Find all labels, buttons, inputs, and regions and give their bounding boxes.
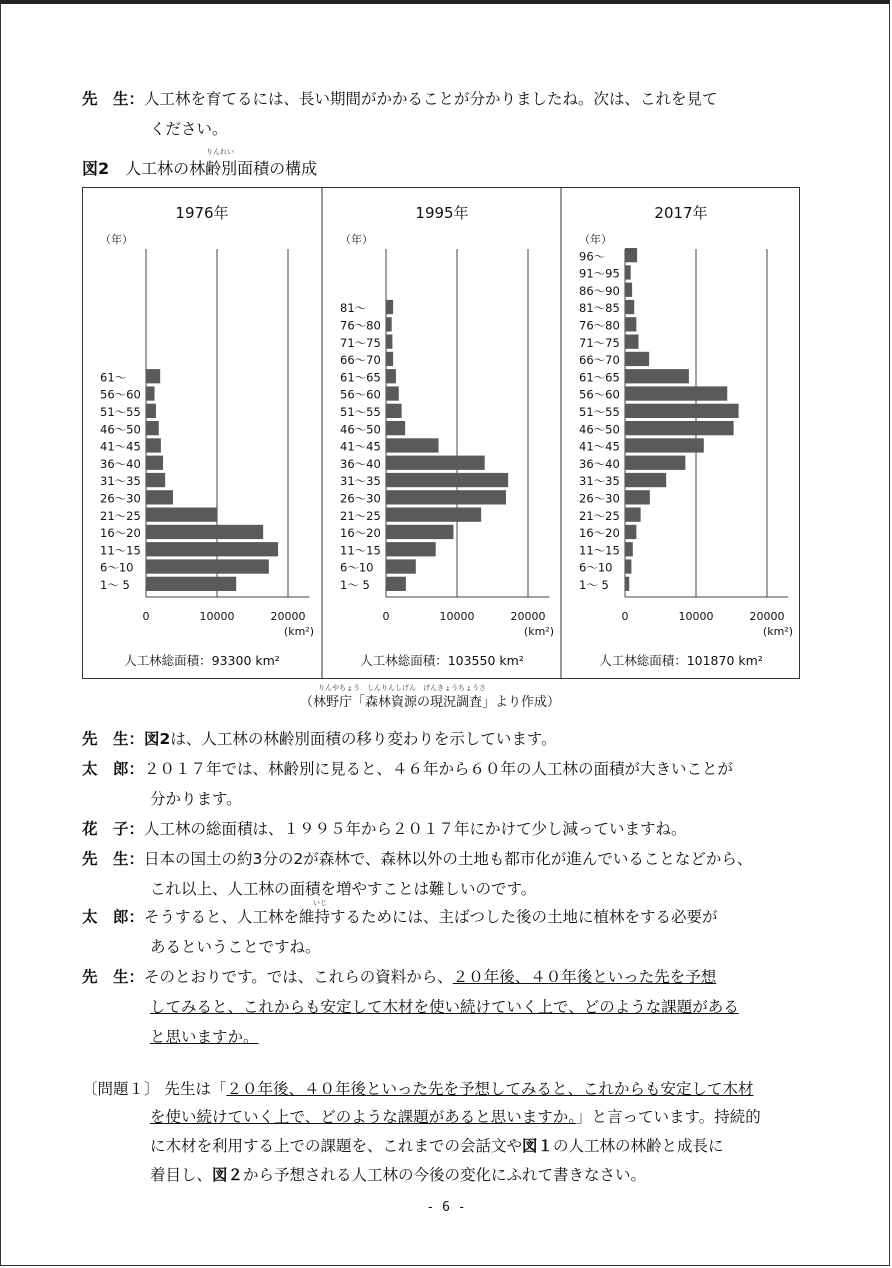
fig-ref: 図１ (522, 1137, 554, 1155)
x-tick-label: 20000 (270, 610, 306, 623)
underlined-question-3: と思いますか。 (150, 1028, 259, 1046)
question-text: に木材を利用する上での課題を、これまでの会話文や (150, 1137, 523, 1155)
bar (386, 438, 439, 452)
bar (386, 386, 399, 400)
category-label: 1～ 5 (340, 578, 370, 592)
category-label: 66～70 (340, 353, 381, 368)
bar (386, 577, 406, 591)
intro-line-2: ください。 (150, 120, 228, 138)
bar (625, 317, 636, 331)
category-label: 71～75 (579, 335, 620, 350)
bar (146, 490, 173, 504)
bar (146, 577, 236, 591)
speaker-label: 太 郎： (82, 760, 145, 778)
bar (386, 490, 506, 504)
category-label: 16～20 (340, 526, 381, 541)
x-tick-label: 10000 (678, 610, 714, 623)
dialogue-4-cont: これ以上、人工林の面積を増やすことは難しいのです。 (150, 880, 537, 898)
category-label: 41～45 (579, 439, 620, 454)
bar (625, 508, 641, 522)
bar (625, 473, 666, 487)
chart-title: 1995年 (415, 204, 469, 222)
speaker-label: 先 生： (82, 90, 145, 108)
category-label: 6～10 (340, 560, 374, 575)
category-label: 36～40 (579, 456, 620, 471)
bar (625, 352, 649, 366)
category-label: 56～60 (100, 387, 141, 402)
category-label: 76～80 (340, 318, 381, 333)
category-label: 61～65 (340, 370, 381, 385)
chart-title: 2017年 (654, 204, 708, 222)
dialogue-text: ２０１７年では、林齢別に見ると、４６年から６０年の人工林の面積が大きいことが (144, 760, 734, 778)
bar (625, 559, 631, 573)
question-text: の人工林の林齢と成長に (553, 1137, 724, 1155)
question-text: 着目し、 (150, 1166, 213, 1184)
category-label: 66～70 (579, 353, 620, 368)
figure-source: （林野庁「森林資源の現況調査」より作成） (300, 695, 561, 710)
dialogue-text: そうすると、人工林を維持するためには、主ばつした後の土地に植林をする必要が (144, 908, 718, 926)
bar (146, 559, 269, 573)
y-axis-label: （年） (340, 233, 373, 246)
x-unit-label: (km²) (762, 625, 793, 638)
category-label: 11～15 (100, 543, 141, 558)
category-label: 91～95 (579, 266, 620, 281)
bar (625, 577, 629, 591)
bar (146, 456, 163, 470)
bar (625, 335, 638, 349)
category-label: 41～45 (340, 439, 381, 454)
age-area-charts (82, 187, 800, 679)
speaker-label: 先 生： (82, 968, 145, 986)
category-label: 86～90 (579, 283, 620, 298)
category-label: 41～45 (100, 439, 141, 454)
x-tick-label: 20000 (510, 610, 546, 623)
bar (386, 404, 402, 418)
bar (386, 421, 405, 435)
category-label: 46～50 (100, 422, 141, 437)
bar (386, 300, 393, 314)
dialogue-text: 人工林の総面積は、１９９５年から２０１７年にかけて少し減っていますね。 (144, 820, 687, 838)
bar (386, 335, 392, 349)
bar (146, 508, 217, 522)
category-label: 6～10 (100, 560, 134, 575)
question-line-1 (82, 1079, 753, 1099)
chart-title: 1976年 (175, 204, 229, 222)
dialogue-text: 日本の国土の約3分の2が森林で、森林以外の土地も都市化が進んでいることなどから、 (144, 850, 753, 868)
dialogue-4 (82, 849, 752, 869)
bar (625, 283, 632, 297)
dialogue-3 (82, 819, 687, 839)
x-tick-label: 10000 (199, 610, 235, 623)
fig-ref: 図２ (212, 1166, 244, 1184)
category-label: 61～65 (579, 370, 620, 385)
y-axis-label: （年） (100, 233, 133, 246)
bar (625, 248, 637, 262)
bar (386, 559, 416, 573)
fig-ref: 図2 (144, 730, 171, 748)
underlined-question-2: してみると、これからも安定して木材を使い続けていく上で、どのような課題がある (150, 998, 739, 1016)
bar (625, 456, 685, 470)
bar (625, 438, 704, 452)
y-axis-label: （年） (579, 233, 612, 246)
figure-title-post: 別面積の構成 (221, 159, 318, 178)
category-label: 26～30 (340, 491, 381, 506)
category-label: 31～35 (579, 474, 620, 489)
speaker-label: 花 子： (82, 820, 145, 838)
category-label: 1～ 5 (579, 578, 609, 592)
dialogue-2 (82, 759, 733, 779)
page-number: - 6 - (426, 1200, 466, 1215)
figure-title-pre: 人工林の (125, 159, 190, 178)
total-area: 人工林総面積：93300 km² (124, 653, 280, 668)
dialogue-5-cont: あるということですね。 (150, 938, 321, 956)
bar (386, 317, 392, 331)
bar (625, 300, 634, 314)
category-label: 51～55 (100, 405, 141, 419)
category-label: 11～15 (340, 543, 381, 558)
bar (146, 369, 160, 383)
figure-title-kanji: 林齢 (189, 159, 222, 178)
category-label: 51～55 (340, 405, 381, 419)
category-label: 96～ (579, 249, 606, 264)
x-tick-label: 20000 (749, 610, 785, 623)
bar (146, 525, 263, 539)
x-unit-label: (km²) (523, 625, 554, 638)
category-label: 31～35 (340, 474, 381, 489)
x-tick-label: 10000 (439, 610, 475, 623)
category-label: 26～30 (579, 491, 620, 506)
category-label: 21～25 (579, 508, 620, 523)
category-label: 71～75 (340, 335, 381, 350)
bar (146, 473, 165, 487)
dialogue-6 (82, 967, 716, 987)
intro-line-1 (82, 89, 718, 109)
category-label: 56～60 (579, 387, 620, 402)
bar (386, 352, 393, 366)
x-tick-label: 0 (621, 610, 629, 623)
bar (625, 525, 636, 539)
x-unit-label: (km²) (283, 625, 314, 638)
bar (146, 404, 156, 418)
category-label: 51～55 (579, 405, 620, 419)
bar (386, 542, 436, 556)
dialogue-2-cont: 分かります。 (150, 790, 242, 808)
category-label: 76～80 (579, 318, 620, 333)
category-label: 36～40 (100, 456, 141, 471)
bar (386, 508, 481, 522)
bar (146, 386, 155, 400)
bar (625, 369, 689, 383)
category-label: 46～50 (579, 422, 620, 437)
category-label: 56～60 (340, 387, 381, 402)
dialogue-5 (82, 907, 718, 927)
bar (625, 265, 631, 279)
question-line-4 (150, 1165, 646, 1185)
source-ruby: りんやちょう しんりんしげん げんきょうちょうさ (318, 684, 486, 692)
bar (146, 421, 159, 435)
x-tick-label: 0 (142, 610, 150, 623)
underlined-question: ２０年後、４０年後といった先を予想 (452, 968, 717, 986)
figure-title (82, 156, 317, 179)
category-label: 16～20 (100, 526, 141, 541)
intro-text-1: 人工林を育てるには、長い期間がかかることが分かりましたね。次は、これを見て (144, 90, 718, 108)
speaker-label: 先 生： (82, 850, 145, 868)
speaker-label: 太 郎： (82, 908, 145, 926)
category-label: 21～25 (100, 508, 141, 523)
category-label: 26～30 (100, 491, 141, 506)
question-line-3 (150, 1136, 724, 1156)
bar (386, 473, 508, 487)
category-label: 6～10 (579, 560, 613, 575)
question-label: 〔問題１〕 (82, 1080, 160, 1098)
speaker-label: 先 生： (82, 730, 145, 748)
category-label: 1～ 5 (100, 578, 130, 592)
bar (625, 421, 734, 435)
total-area: 人工林総面積：101870 km² (599, 653, 763, 668)
question-text: 」と言っています。持続的 (575, 1108, 761, 1126)
question-quote: を使い続けていく上で、どのような課題があると思いますか。 (150, 1108, 576, 1126)
category-label: 21～25 (340, 508, 381, 523)
category-label: 81～ (340, 301, 367, 316)
category-label: 31～35 (100, 474, 141, 489)
category-label: 61～ (100, 370, 127, 385)
bar (625, 404, 739, 418)
question-line-2 (150, 1107, 761, 1127)
dialogue-ruby: いじ (313, 899, 327, 907)
figure-ruby: りんれい (206, 148, 234, 156)
bar (146, 542, 278, 556)
dialogue-text: そのとおりです。では、これらの資料から、 (144, 968, 453, 986)
category-label: 16～20 (579, 526, 620, 541)
category-label: 46～50 (340, 422, 381, 437)
dialogue-1 (82, 729, 557, 749)
category-label: 11～15 (579, 543, 620, 558)
bar (386, 369, 396, 383)
question-text: 先生は「 (164, 1080, 227, 1098)
bar (625, 542, 633, 556)
x-tick-label: 0 (382, 610, 390, 623)
bar (625, 386, 727, 400)
question-quote: ２０年後、４０年後といった先を予想してみると、これからも安定して木材 (226, 1080, 754, 1098)
bar (625, 490, 650, 504)
question-text: から予想される人工林の今後の変化にふれて書きなさい。 (243, 1166, 647, 1184)
category-label: 36～40 (340, 456, 381, 471)
total-area: 人工林総面積：103550 km² (360, 653, 524, 668)
bar (386, 456, 485, 470)
category-label: 81～85 (579, 301, 620, 316)
dialogue-text: は、人工林の林齢別面積の移り変わりを示しています。 (170, 730, 557, 748)
bar (386, 525, 453, 539)
figure-number: 図2 (82, 159, 110, 178)
bar (146, 438, 161, 452)
